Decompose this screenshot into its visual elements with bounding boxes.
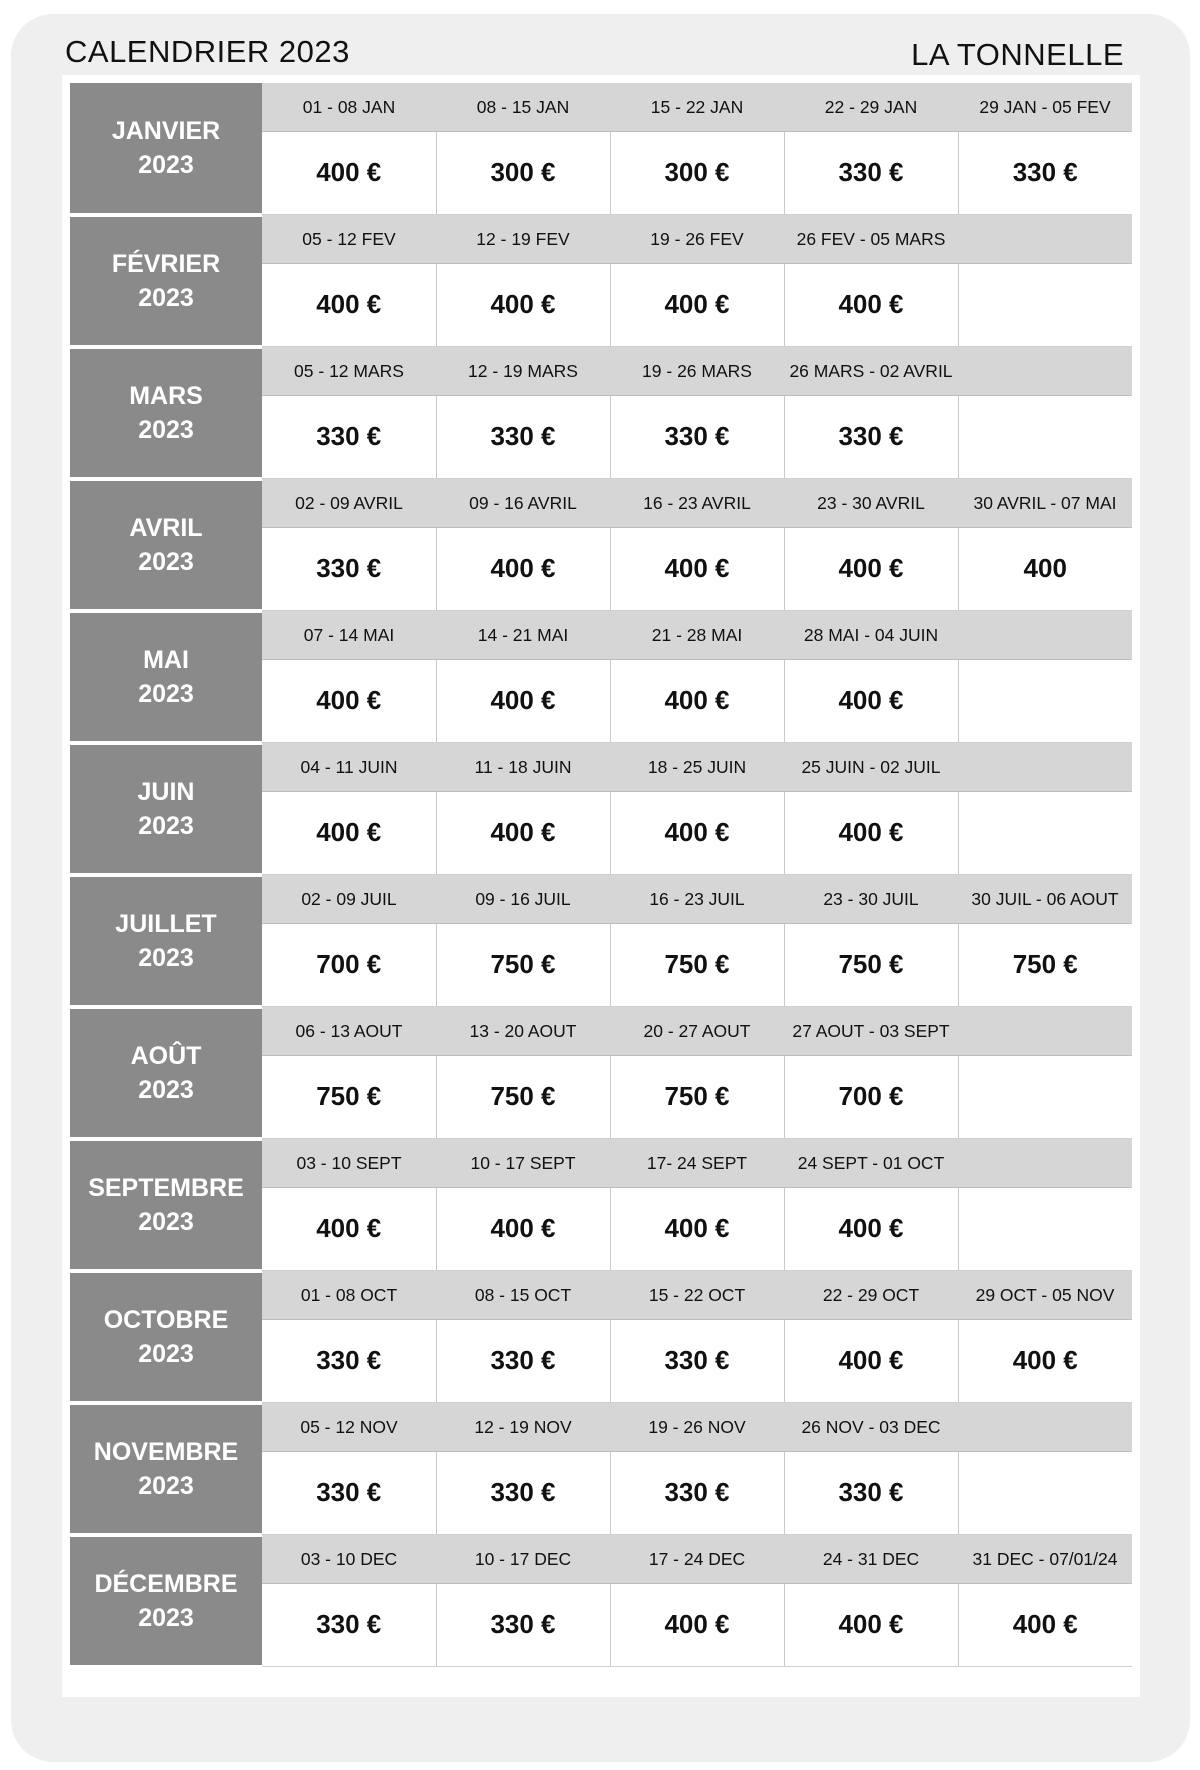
month-year: 2023 — [138, 1339, 194, 1368]
week-price-cell: 330 € — [610, 1320, 784, 1403]
month-name: NOVEMBRE — [93, 1437, 239, 1466]
month-year: 2023 — [138, 1207, 194, 1236]
week-price-cell: 400 € — [436, 792, 610, 875]
week-dates-cell: 16 - 23 AVRIL — [610, 479, 784, 528]
week-price-cell: 330 € — [262, 1584, 436, 1667]
week-dates-cell: 05 - 12 FEV — [262, 215, 436, 264]
week-price-cell: 700 € — [784, 1056, 958, 1139]
month-name: OCTOBRE — [103, 1305, 229, 1334]
week-dates-cell: 03 - 10 DEC — [262, 1535, 436, 1584]
week-price-cell: 330 € — [784, 132, 958, 215]
week-price-cell — [958, 660, 1132, 743]
month-year: 2023 — [138, 415, 194, 444]
week-price-cell: 330 € — [958, 132, 1132, 215]
week-price-cell: 400 € — [958, 1584, 1132, 1667]
month-name: JANVIER — [111, 116, 221, 145]
week-price-cell: 400 € — [436, 264, 610, 347]
week-price-cell: 750 € — [784, 924, 958, 1007]
week-dates-cell: 29 JAN - 05 FEV — [958, 83, 1132, 132]
week-dates-cell: 12 - 19 FEV — [436, 215, 610, 264]
week-price-cell: 300 € — [436, 132, 610, 215]
week-price-cell: 400 € — [784, 660, 958, 743]
month-dates-row — [70, 83, 1132, 132]
week-price-cell: 400 € — [784, 792, 958, 875]
week-price-cell: 400 € — [436, 528, 610, 611]
week-price-cell: 330 € — [436, 1452, 610, 1535]
week-dates-cell: 17- 24 SEPT — [610, 1139, 784, 1188]
week-dates-cell — [958, 743, 1132, 792]
week-price-cell: 330 € — [610, 396, 784, 479]
calendar-title: CALENDRIER 2023 — [65, 34, 350, 69]
month-name: AVRIL — [129, 513, 203, 542]
week-price-cell: 400 € — [262, 264, 436, 347]
week-price-cell: 330 € — [436, 396, 610, 479]
week-price-cell: 400 € — [784, 528, 958, 611]
week-dates-cell: 11 - 18 JUIN — [436, 743, 610, 792]
week-dates-cell: 27 AOUT - 03 SEPT — [784, 1007, 958, 1056]
week-dates-cell: 29 OCT - 05 NOV — [958, 1271, 1132, 1320]
week-dates-cell: 24 - 31 DEC — [784, 1535, 958, 1584]
week-dates-cell: 19 - 26 MARS — [610, 347, 784, 396]
month-year: 2023 — [138, 1603, 194, 1632]
month-label — [70, 83, 262, 215]
month-year: 2023 — [138, 811, 194, 840]
week-dates-cell: 30 JUIL - 06 AOUT — [958, 875, 1132, 924]
week-price-cell — [958, 1056, 1132, 1139]
week-price-cell: 400 € — [610, 528, 784, 611]
pricing-table — [70, 83, 1132, 1669]
week-dates-cell: 09 - 16 AVRIL — [436, 479, 610, 528]
week-dates-cell: 07 - 14 MAI — [262, 611, 436, 660]
week-price-cell: 750 € — [958, 924, 1132, 1007]
week-dates-cell: 05 - 12 NOV — [262, 1403, 436, 1452]
month-dates-row — [70, 1007, 1132, 1056]
month-year: 2023 — [138, 679, 194, 708]
week-dates-cell: 10 - 17 SEPT — [436, 1139, 610, 1188]
month-dates-row — [70, 875, 1132, 924]
week-dates-cell: 15 - 22 JAN — [610, 83, 784, 132]
week-price-cell: 330 € — [262, 1320, 436, 1403]
calendar-sheet — [62, 75, 1140, 1697]
week-dates-cell: 16 - 23 JUIL — [610, 875, 784, 924]
week-price-cell: 400 € — [262, 1188, 436, 1271]
week-dates-cell: 19 - 26 NOV — [610, 1403, 784, 1452]
week-dates-cell: 09 - 16 JUIL — [436, 875, 610, 924]
week-dates-cell: 05 - 12 MARS — [262, 347, 436, 396]
week-dates-cell: 20 - 27 AOUT — [610, 1007, 784, 1056]
month-dates-row — [70, 479, 1132, 528]
week-price-cell: 400 € — [784, 264, 958, 347]
week-price-cell — [958, 1452, 1132, 1535]
week-price-cell — [958, 396, 1132, 479]
week-dates-cell: 24 SEPT - 01 OCT — [784, 1139, 958, 1188]
week-price-cell: 400 € — [610, 1188, 784, 1271]
week-dates-cell: 19 - 26 FEV — [610, 215, 784, 264]
month-label — [70, 215, 262, 347]
month-dates-row — [70, 743, 1132, 792]
week-dates-cell — [958, 1139, 1132, 1188]
week-price-cell: 400 — [958, 528, 1132, 611]
week-dates-cell: 13 - 20 AOUT — [436, 1007, 610, 1056]
week-dates-cell: 26 FEV - 05 MARS — [784, 215, 958, 264]
month-year: 2023 — [138, 547, 194, 576]
month-year: 2023 — [138, 1471, 194, 1500]
month-label — [70, 611, 262, 743]
month-dates-row — [70, 215, 1132, 264]
week-dates-cell: 21 - 28 MAI — [610, 611, 784, 660]
month-name: MAI — [143, 645, 189, 674]
month-label — [70, 1139, 262, 1271]
week-price-cell: 300 € — [610, 132, 784, 215]
week-dates-cell: 10 - 17 DEC — [436, 1535, 610, 1584]
week-dates-cell: 08 - 15 OCT — [436, 1271, 610, 1320]
week-price-cell: 750 € — [436, 1056, 610, 1139]
week-dates-cell: 31 DEC - 07/01/24 — [958, 1535, 1132, 1584]
week-price-cell: 400 € — [436, 1188, 610, 1271]
week-dates-cell: 03 - 10 SEPT — [262, 1139, 436, 1188]
week-price-cell: 400 € — [262, 660, 436, 743]
week-price-cell: 330 € — [262, 1452, 436, 1535]
property-name: LA TONNELLE — [911, 37, 1124, 72]
week-price-cell — [958, 792, 1132, 875]
week-price-cell: 400 € — [784, 1584, 958, 1667]
month-dates-row — [70, 1535, 1132, 1584]
month-label — [70, 347, 262, 479]
week-dates-cell — [958, 611, 1132, 660]
week-price-cell: 400 € — [610, 660, 784, 743]
week-dates-cell: 01 - 08 JAN — [262, 83, 436, 132]
week-dates-cell: 01 - 08 OCT — [262, 1271, 436, 1320]
month-label — [70, 1403, 262, 1535]
week-price-cell: 400 € — [958, 1320, 1132, 1403]
month-dates-row — [70, 1271, 1132, 1320]
week-dates-cell: 23 - 30 AVRIL — [784, 479, 958, 528]
week-dates-cell: 18 - 25 JUIN — [610, 743, 784, 792]
week-dates-cell: 28 MAI - 04 JUIN — [784, 611, 958, 660]
week-dates-cell: 14 - 21 MAI — [436, 611, 610, 660]
week-price-cell: 750 € — [436, 924, 610, 1007]
month-year: 2023 — [138, 283, 194, 312]
week-dates-cell: 26 NOV - 03 DEC — [784, 1403, 958, 1452]
week-dates-cell: 25 JUIN - 02 JUIL — [784, 743, 958, 792]
week-dates-cell: 17 - 24 DEC — [610, 1535, 784, 1584]
month-name: JUIN — [137, 777, 195, 806]
month-label — [70, 1007, 262, 1139]
week-price-cell: 330 € — [784, 1452, 958, 1535]
week-dates-cell: 06 - 13 AOUT — [262, 1007, 436, 1056]
week-price-cell: 750 € — [262, 1056, 436, 1139]
week-dates-cell: 23 - 30 JUIL — [784, 875, 958, 924]
week-dates-cell: 15 - 22 OCT — [610, 1271, 784, 1320]
month-year: 2023 — [138, 943, 194, 972]
week-price-cell: 750 € — [610, 1056, 784, 1139]
week-dates-cell: 12 - 19 MARS — [436, 347, 610, 396]
month-name: JUILLET — [115, 909, 217, 938]
week-price-cell: 330 € — [436, 1584, 610, 1667]
week-dates-cell: 12 - 19 NOV — [436, 1403, 610, 1452]
week-price-cell: 400 € — [610, 792, 784, 875]
week-price-cell: 330 € — [436, 1320, 610, 1403]
month-label — [70, 743, 262, 875]
week-price-cell: 750 € — [610, 924, 784, 1007]
week-price-cell: 400 € — [262, 132, 436, 215]
month-name: AOÛT — [130, 1041, 202, 1070]
month-label — [70, 1535, 262, 1667]
week-dates-cell: 30 AVRIL - 07 MAI — [958, 479, 1132, 528]
month-name: DÉCEMBRE — [94, 1569, 238, 1598]
month-year: 2023 — [138, 1075, 194, 1104]
week-dates-cell: 26 MARS - 02 AVRIL — [784, 347, 958, 396]
week-price-cell: 700 € — [262, 924, 436, 1007]
month-name: MARS — [129, 381, 203, 410]
week-price-cell: 400 € — [436, 660, 610, 743]
week-dates-cell — [958, 1403, 1132, 1452]
month-label — [70, 479, 262, 611]
week-dates-cell: 02 - 09 JUIL — [262, 875, 436, 924]
week-price-cell: 400 € — [610, 1584, 784, 1667]
month-name: SEPTEMBRE — [88, 1173, 244, 1202]
month-dates-row — [70, 1403, 1132, 1452]
week-dates-cell — [958, 215, 1132, 264]
week-price-cell: 330 € — [784, 396, 958, 479]
week-dates-cell: 04 - 11 JUIN — [262, 743, 436, 792]
week-price-cell — [958, 1188, 1132, 1271]
week-price-cell: 330 € — [262, 528, 436, 611]
week-dates-cell: 08 - 15 JAN — [436, 83, 610, 132]
week-dates-cell: 02 - 09 AVRIL — [262, 479, 436, 528]
week-dates-cell: 22 - 29 OCT — [784, 1271, 958, 1320]
week-dates-cell: 22 - 29 JAN — [784, 83, 958, 132]
week-dates-cell — [958, 1007, 1132, 1056]
week-price-cell: 400 € — [784, 1320, 958, 1403]
month-label — [70, 1271, 262, 1403]
month-dates-row — [70, 611, 1132, 660]
week-price-cell: 330 € — [262, 396, 436, 479]
week-price-cell: 330 € — [610, 1452, 784, 1535]
week-price-cell: 400 € — [610, 264, 784, 347]
month-label — [70, 875, 262, 1007]
month-dates-row — [70, 347, 1132, 396]
month-year: 2023 — [138, 150, 194, 179]
week-price-cell — [958, 264, 1132, 347]
week-price-cell: 400 € — [784, 1188, 958, 1271]
week-price-cell: 400 € — [262, 792, 436, 875]
week-dates-cell — [958, 347, 1132, 396]
month-name: FÉVRIER — [111, 249, 221, 278]
month-dates-row — [70, 1139, 1132, 1188]
